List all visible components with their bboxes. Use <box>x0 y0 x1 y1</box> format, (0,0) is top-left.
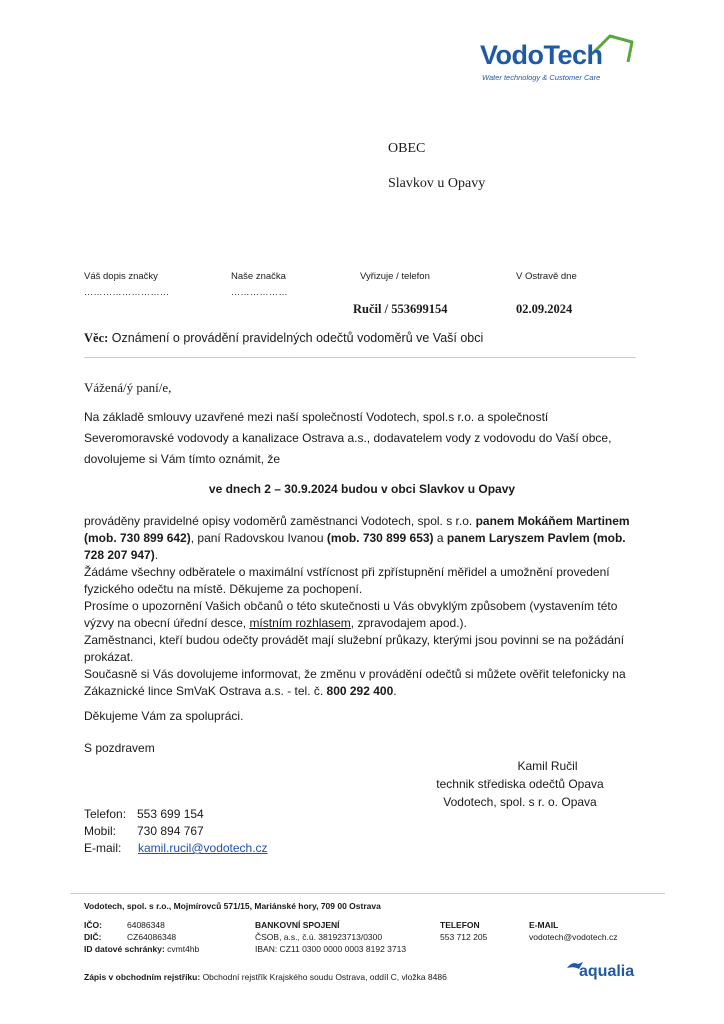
p1-line-1 <box>84 513 639 530</box>
contact-email-row <box>84 840 344 857</box>
intro-line-1: Na základě smlouvy uzavřené mezi naší společností Vodotech, spol.s r.o. a společností <box>84 410 549 424</box>
vodotech-logo <box>480 40 640 88</box>
p5-text-a: Zákaznické lince SmVaK Ostrava a.s. - tel. č. <box>84 684 327 698</box>
reader-3-name: panem Laryszem Pavlem (mob. <box>446 531 626 545</box>
date-range-line: ve dnech 2 – 30.9.2024 budou v obci Slavkov u Opavy <box>208 482 516 496</box>
closing-line: S pozdravem <box>84 741 155 755</box>
p1-text-d: , paní Radovskou Ivanou <box>190 531 327 545</box>
footer-divider <box>70 893 665 894</box>
hotline-number: 800 292 400 <box>326 684 394 698</box>
footer-bank-label: BANKOVNÍ SPOJENÍ <box>255 920 340 930</box>
contact-phone-row <box>84 806 344 823</box>
reader-1-name: panem Mokáňem Martinem <box>475 514 630 528</box>
footer-bank-line1: ČSOB, a.s., č.ú. 381923713/0300 <box>255 932 383 942</box>
footer-dic-label: DIČ: <box>84 932 102 942</box>
footer-ico-value: 64086348 <box>127 920 165 930</box>
footer-ds-value: cvmt4hb <box>167 944 200 954</box>
p1-text-i: . <box>154 548 159 562</box>
recipient-line2: Slavkov u Opavy <box>388 176 486 191</box>
ref-col2-value: ……………… <box>231 287 288 297</box>
main-paragraph <box>84 513 639 700</box>
contact-mobile-row <box>84 823 344 840</box>
p5-text-c: . <box>393 684 397 698</box>
signature-name: Kamil Ručil <box>517 759 578 773</box>
footer-email <box>529 919 649 943</box>
footer-register-value: Obchodní rejstřík Krajského soudu Ostrava, oddíl C, vložka 8486 <box>202 972 447 982</box>
signature-block <box>400 758 640 811</box>
signature-company: Vodotech, spol. s r. o. Opava <box>443 795 597 809</box>
ref-col4-label: V Ostravě dne <box>516 271 577 282</box>
footer-register <box>84 971 447 983</box>
footer-address: Vodotech, spol. s r.o., Mojmírovců 571/15, Mariánské hory, 709 00 Ostrava <box>84 901 381 911</box>
p1-line-2 <box>84 530 639 547</box>
ref-col3-value: Ručil / 553699154 <box>353 302 448 316</box>
contact-mobile-label: Mobil: <box>84 824 117 838</box>
footer-email-value[interactable]: vodotech@vodotech.cz <box>529 932 618 942</box>
footer-register-label: Zápis v obchodním rejstříku: <box>84 972 201 982</box>
footer-ds-label: ID datové schránky: <box>84 944 165 954</box>
reader-1-phone: (mob. 730 899 642) <box>84 531 191 545</box>
footer-email-label: E-MAIL <box>529 920 559 930</box>
footer-phone-label: TELEFON <box>440 920 480 930</box>
contact-email-label: E-mail: <box>84 841 122 855</box>
contact-phone-label: Telefon: <box>84 807 127 821</box>
p5-line-2 <box>84 683 639 700</box>
aqualia-logo-text: aqualia <box>579 963 635 980</box>
ref-col4-value: 02.09.2024 <box>516 302 573 316</box>
footer-phone-value: 553 712 205 <box>440 932 488 942</box>
p4-line-1: Zaměstnanci, kteří budou odečty provádět mají služební průkazy, kterými jsou povinni se na požádání <box>84 633 625 647</box>
p2-line-1: Žádáme všechny odběratele o maximální vstřícnost při zpřístupnění měřidel a umožnění provedení <box>84 565 610 579</box>
p3-line-1: Prosíme o upozornění Vašich občanů o této skutečnosti u Vás obvyklým způsobem (vystavením této <box>84 599 618 613</box>
aqualia-logo <box>566 958 646 988</box>
p2-line-2: fyzického odečtu na místě. Děkujeme za pochopení. <box>84 582 363 596</box>
contact-email-link[interactable]: kamil.rucil@vodotech.cz <box>138 841 268 855</box>
recipient-line1: OBEC <box>388 141 426 156</box>
p1-text-f: a <box>433 531 447 545</box>
subject-label: Věc: <box>84 331 109 345</box>
logo-name: VodoTech <box>480 40 603 70</box>
thanks-line: Děkujeme Vám za spolupráci. <box>84 709 244 723</box>
intro-line-2: Severomoravské vodovody a kanalizace Ostrava a.s., dodavatelem vody z vodovodu do Vaší obce, <box>84 431 612 445</box>
p3-line-2 <box>84 615 639 632</box>
footer-ico-label: IČO: <box>84 920 102 930</box>
p3-text-b: místním rozhlasem <box>249 616 351 630</box>
footer-ds-row <box>84 943 254 955</box>
p4-line-2: prokázat. <box>84 650 134 664</box>
footer-bank <box>255 919 445 955</box>
logo-tagline: Water technology & Customer Care <box>482 73 601 82</box>
subject-text: Oznámení o provádění pravidelných odečtů vodoměrů ve Vaší obci <box>111 331 484 345</box>
footer-ids <box>84 919 254 955</box>
ref-col1-value: ……………………… <box>84 287 170 297</box>
contact-phone-value: 553 699 154 <box>137 807 204 821</box>
contact-mobile-value: 730 894 767 <box>137 824 204 838</box>
signature-role: technik střediska odečtů Opava <box>436 777 604 791</box>
footer-bank-line2: IBAN: CZ11 0300 0000 0003 8192 3713 <box>255 944 407 954</box>
ref-col3-label: Vyřizuje / telefon <box>360 271 430 282</box>
p1-text-a: prováděny pravidelné opisy vodoměrů zaměstnanci Vodotech, spol. s r.o. <box>84 514 476 528</box>
salutation: Vážená/ý paní/e, <box>84 380 172 395</box>
p3-text-c: , zpravodajem apod.). <box>350 616 467 630</box>
footer-dic-value: CZ64086348 <box>127 932 177 942</box>
footer-ico-row <box>84 919 254 931</box>
ref-col1-label: Váš dopis značky <box>84 271 158 282</box>
p1-line-3 <box>84 547 639 564</box>
footer-phone <box>440 919 520 943</box>
ref-col2-label: Naše značka <box>231 271 286 282</box>
contact-block <box>84 806 344 857</box>
p5-line-1: Současně si Vás dovolujeme informovat, že změnu v provádění odečtů si můžete ověřit telefonicky na <box>84 667 626 681</box>
p3-text-a: výzvy na obecní úřední desce, <box>84 616 250 630</box>
subject-divider <box>84 357 636 358</box>
footer-dic-row <box>84 931 254 943</box>
reader-3-phone: 728 207 947) <box>84 548 155 562</box>
subject-line <box>84 331 483 346</box>
reader-2-phone: (mob. 730 899 653) <box>326 531 434 545</box>
intro-paragraph <box>84 409 644 468</box>
intro-line-3: dovolujeme si Vám tímto oznámit, že <box>84 452 281 466</box>
